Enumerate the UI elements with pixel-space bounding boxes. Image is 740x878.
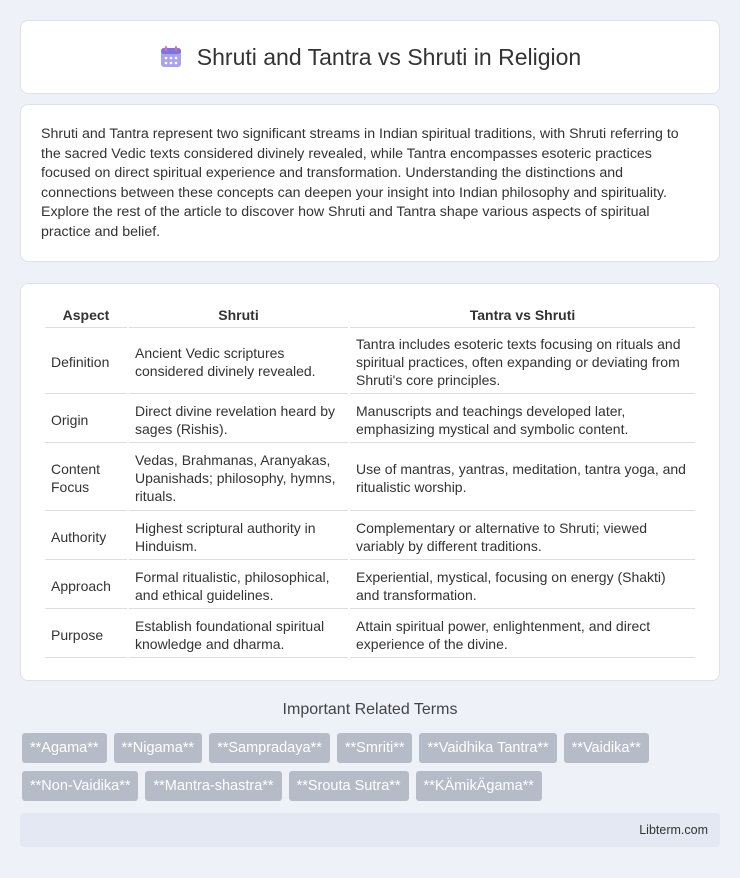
- header-aspect: Aspect: [45, 302, 127, 328]
- related-term-tag[interactable]: **Mantra-shastra**: [145, 771, 281, 801]
- row-tantra: Manuscripts and teachings developed later, emphasizing mystical and symbolic content.: [350, 396, 695, 443]
- related-term-tag[interactable]: **Vaidika**: [564, 733, 649, 763]
- related-term-tag[interactable]: **Sampradaya**: [209, 733, 330, 763]
- row-tantra: Attain spiritual power, enlightenment, and direct experience of the divine.: [350, 611, 695, 658]
- row-tantra: Tantra includes esoteric texts focusing on rituals and spiritual practices, often expanding or deviating from Shruti's core principles.: [350, 330, 695, 394]
- related-terms-title: Important Related Terms: [282, 701, 458, 718]
- table-row: [45, 611, 695, 658]
- related-term-tag[interactable]: **Non-Vaidika**: [22, 771, 138, 801]
- header-tantra-vs-shruti: Tantra vs Shruti: [350, 302, 695, 328]
- comparison-table: [43, 300, 697, 660]
- related-term-tag[interactable]: **Smriti**: [337, 733, 413, 763]
- table-header-row: [45, 302, 695, 328]
- row-aspect: Content Focus: [45, 445, 127, 511]
- row-tantra: Experiential, mystical, focusing on energy (Shakti) and transformation.: [350, 562, 695, 609]
- row-tantra: Use of mantras, yantras, meditation, tantra yoga, and ritualistic worship.: [350, 445, 695, 511]
- related-term-tag[interactable]: **Srouta Sutra**: [289, 771, 409, 801]
- footer: [20, 813, 720, 847]
- related-term-tag[interactable]: **Nigama**: [114, 733, 203, 763]
- header-shruti: Shruti: [129, 302, 348, 328]
- row-aspect: Definition: [45, 330, 127, 394]
- row-aspect: Purpose: [45, 611, 127, 658]
- table-row: [45, 445, 695, 511]
- comparison-table-card: [20, 283, 720, 681]
- table-row: [45, 513, 695, 560]
- intro-paragraph: Shruti and Tantra represent two significant streams in Indian spiritual traditions, with Shruti referring to the sacred Vedic texts considered divinely revealed, while Tantra encompasses esoteric practices focused on direct spiritual experience and transformation. Understanding the distinctions and connections between these concepts can deepen your insight into Indian philosophy and spirituality. Explore the rest of the article to discover how Shruti and Tantra shape various aspects of spiritual practice and belief.: [41, 126, 679, 240]
- row-shruti: Ancient Vedic scriptures considered divinely revealed.: [129, 330, 348, 394]
- page-title: Shruti and Tantra vs Shruti in Religion: [196, 43, 582, 70]
- related-term-tag[interactable]: **KÄmikÄgama**: [416, 771, 542, 801]
- table-row: [45, 330, 695, 394]
- row-shruti: Formal ritualistic, philosophical, and ethical guidelines.: [129, 562, 348, 609]
- table-row: [45, 562, 695, 609]
- header-card: [20, 20, 720, 94]
- row-shruti: Vedas, Brahmanas, Aranyakas, Upanishads; philosophy, hymns, rituals.: [129, 445, 348, 511]
- row-shruti: Establish foundational spiritual knowledge and dharma.: [129, 611, 348, 658]
- row-aspect: Approach: [45, 562, 127, 609]
- table-row: [45, 396, 695, 443]
- related-term-tag[interactable]: **Agama**: [22, 733, 107, 763]
- intro-card: [20, 104, 720, 262]
- row-aspect: Authority: [45, 513, 127, 560]
- row-tantra: Complementary or alternative to Shruti; viewed variably by different traditions.: [350, 513, 695, 560]
- related-terms-list: [22, 733, 722, 801]
- row-shruti: Direct divine revelation heard by sages (Rishis).: [129, 396, 348, 443]
- footer-brand-link[interactable]: Libterm.com: [639, 823, 708, 837]
- related-term-tag[interactable]: **Vaidhika Tantra**: [419, 733, 556, 763]
- row-shruti: Highest scriptural authority in Hinduism.: [129, 513, 348, 560]
- row-aspect: Origin: [45, 396, 127, 443]
- calendar-icon: [159, 45, 183, 69]
